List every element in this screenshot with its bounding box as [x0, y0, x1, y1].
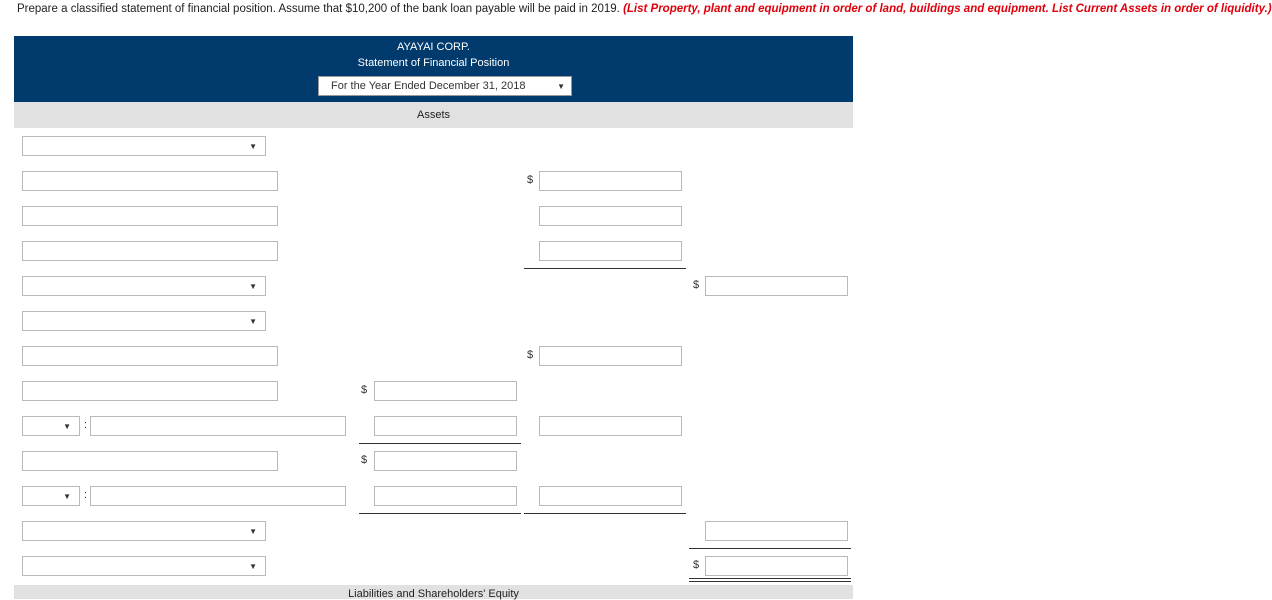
liabilities-heading: Liabilities and Shareholders' Equity	[348, 588, 519, 600]
chevron-down-icon: ▼	[249, 562, 257, 571]
amount-input[interactable]	[705, 556, 848, 576]
account-name-input[interactable]	[90, 416, 346, 436]
subtotal-rule	[359, 443, 521, 444]
subtotal-rule	[359, 513, 521, 514]
account-name-input[interactable]	[22, 346, 278, 366]
amount-input[interactable]	[374, 416, 517, 436]
total-double-rule	[689, 578, 851, 582]
liabilities-section-bar	[14, 585, 853, 599]
chevron-down-icon: ▼	[249, 527, 257, 536]
chevron-down-icon: ▼	[249, 282, 257, 291]
account-dropdown[interactable]	[22, 276, 266, 296]
account-dropdown[interactable]	[22, 311, 266, 331]
dollar-sign: $	[693, 279, 700, 291]
account-name-input[interactable]	[22, 451, 278, 471]
amount-input[interactable]	[374, 381, 517, 401]
account-dropdown[interactable]	[22, 556, 266, 576]
instructions	[17, 3, 1272, 15]
instructions-text: Prepare a classified statement of financial position. Assume that $10,200 of the bank loan payable will be paid in 2019.	[17, 3, 620, 15]
amount-input[interactable]	[539, 241, 682, 261]
assets-section-bar	[14, 102, 853, 128]
account-dropdown[interactable]	[22, 416, 80, 436]
chevron-down-icon: ▼	[63, 422, 71, 431]
colon-separator: :	[84, 419, 88, 431]
dollar-sign: $	[527, 349, 534, 361]
chevron-down-icon: ▼	[249, 142, 257, 151]
account-name-input[interactable]	[22, 241, 278, 261]
period-select[interactable]	[318, 76, 572, 96]
amount-input[interactable]	[539, 416, 682, 436]
amount-input[interactable]	[374, 451, 517, 471]
account-name-input[interactable]	[22, 206, 278, 226]
statement-header	[14, 36, 853, 102]
chevron-down-icon: ▼	[63, 492, 71, 501]
dollar-sign: $	[361, 384, 368, 396]
statement-title: Statement of Financial Position	[357, 57, 510, 69]
account-name-input[interactable]	[22, 171, 278, 191]
amount-input[interactable]	[539, 171, 682, 191]
subtotal-rule	[524, 513, 686, 514]
company-name: AYAYAI CORP.	[397, 41, 470, 53]
amount-input[interactable]	[705, 521, 848, 541]
account-dropdown[interactable]	[22, 486, 80, 506]
dollar-sign: $	[693, 559, 700, 571]
amount-input[interactable]	[539, 346, 682, 366]
account-name-input[interactable]	[90, 486, 346, 506]
account-name-input[interactable]	[22, 381, 278, 401]
chevron-down-icon: ▼	[249, 317, 257, 326]
amount-input[interactable]	[374, 486, 517, 506]
amount-input[interactable]	[539, 486, 682, 506]
chevron-down-icon: ▼	[557, 82, 565, 91]
dollar-sign: $	[361, 454, 368, 466]
amount-input[interactable]	[539, 206, 682, 226]
account-dropdown[interactable]	[22, 136, 266, 156]
instructions-note: (List Property, plant and equipment in order of land, buildings and equipment. List Current Assets in order of liquidity.)	[623, 3, 1272, 15]
dollar-sign: $	[527, 174, 534, 186]
subtotal-rule	[524, 268, 686, 269]
colon-separator: :	[84, 489, 88, 501]
assets-heading: Assets	[416, 109, 450, 121]
amount-input[interactable]	[705, 276, 848, 296]
period-select-value: For the Year Ended December 31, 2018	[331, 80, 526, 92]
subtotal-rule	[689, 548, 851, 549]
account-dropdown[interactable]	[22, 521, 266, 541]
